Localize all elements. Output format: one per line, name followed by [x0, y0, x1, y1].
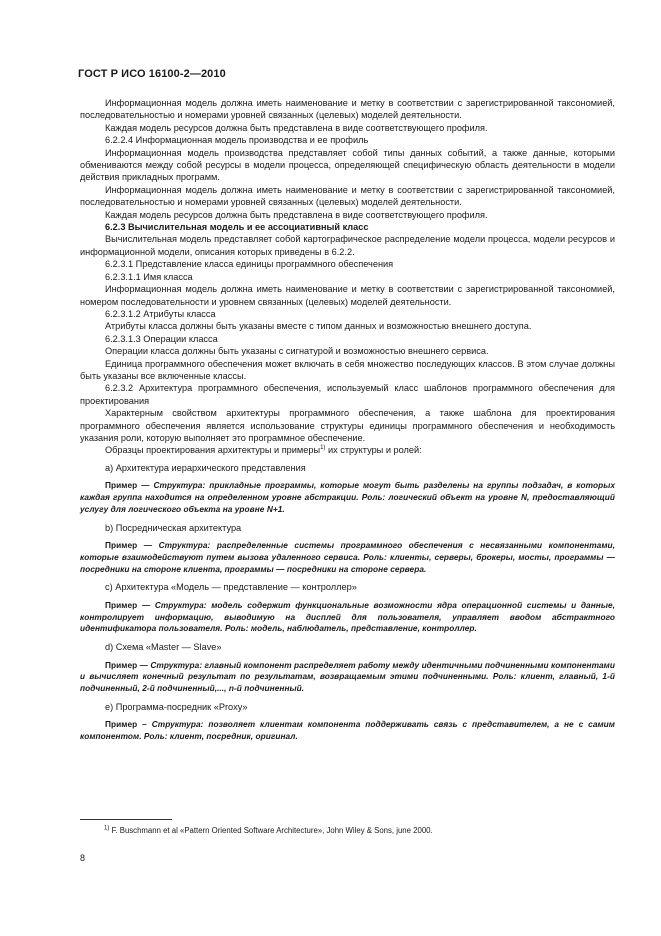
paragraph: Каждая модель ресурсов должна быть представлена в виде соответствующего профиля. — [105, 209, 488, 220]
example-lead: Пример — — [105, 659, 151, 670]
section-heading-bold: 6.2.3 Вычислительная модель и ее ассоциативный класс — [105, 222, 369, 233]
section-heading: 6.2.3.1.1 Имя класса — [105, 271, 193, 282]
paragraph: Информационная модель должна иметь наименование и метку в соответствии с зарегистрированной таксономией, последовательностью и номерами уровней связанных (целевых) моделей деятельности. — [80, 98, 615, 121]
footnote-divider — [80, 819, 172, 820]
list-item: с) Архитектура «Модель — представление — контроллер» — [105, 582, 357, 593]
section-heading: 6.2.3.1.3 Операции класса — [105, 333, 218, 344]
example-lead: Пример — — [105, 539, 159, 550]
example-lead: Пример – — [105, 719, 152, 730]
paragraph: Атрибуты класса должны быть указаны вместе с типом данных и возможностью внешнего доступа. — [105, 321, 532, 332]
example-text: Структура: позволяет клиентам компонента поддерживать связь с представителем, а не с самим компонентом. Роль: клиент, посредник, оригинал. — [80, 719, 615, 742]
example-note — [80, 540, 615, 575]
paragraph-text: Образцы проектирования архитектуры и примеры — [105, 445, 321, 456]
example-note — [80, 480, 615, 515]
footnote-marker[interactable]: 1) — [320, 445, 326, 452]
paragraph: Информационная модель производства представляет собой типы данных событий, а также данные, которыми обмениваются между собой ресурсы в модели процесса, определяющей специфическую область деятельности в модели действия прикладных программ. — [80, 147, 615, 183]
paragraph: Вычислительная модель представляет собой картографическое распределение модели процесса, модели ресурсов и информационной модели, описания которых приведены в 6.2.2. — [80, 234, 615, 257]
example-text: Структура: распределенные системы программного обеспечения с несвязанными компонентами, которые взаимодействуют путем вызова удаленного сервиса. Роль: клиенты, серверы, брокеры, мосты, программы — посредники на стороне клиента, программы — посредники на стороне сервера. — [80, 539, 615, 574]
footnote — [104, 826, 624, 836]
example-lead: Пример — — [105, 480, 154, 491]
example-text: Структура: главный компонент распределяет работу между идентичными подчиненными компонентами и вычисляет конечный результат по результатам, возвращаемым этими подчиненными. Роль: клиент, главный, 1-й подчиненный, 2-й подчиненный,..., n-й подчиненный. — [80, 659, 615, 694]
paragraph: Каждая модель ресурсов должна быть представлена в виде соответствующего профиля. — [105, 122, 488, 133]
footnote-marker: 1) — [104, 825, 110, 832]
document-body — [80, 97, 615, 749]
example-note — [80, 719, 615, 743]
list-item: а) Архитектура иерархического представления — [105, 462, 306, 473]
list-item: d) Схема «Master — Slave» — [105, 642, 222, 653]
list-item: е) Программа-посредник «Proxy» — [105, 701, 248, 712]
paragraph: Характерным свойством архитектуры программного обеспечения, а также шаблона для проектирования программного обеспечения является использование структуры единицы программного обеспечения и необходимость указания роли, которую выполняет это программное обеспечение. — [80, 408, 615, 443]
list-item: b) Посредническая архитектура — [105, 522, 242, 533]
section-heading: 6.2.2.4 Информационная модель производства и ее профиль — [105, 135, 369, 146]
paragraph-text: их структуры и ролей: — [327, 445, 422, 456]
paragraph: Информационная модель должна иметь наименование и метку в соответствии с зарегистрированной таксономией, последовательностью и номерами уровней связанных (целевых) моделей деятельности. — [80, 184, 615, 208]
section-heading: 6.2.3.1 Представление класса единицы программного обеспечения — [105, 259, 394, 270]
page-number: 8 — [80, 853, 86, 863]
document-header: ГОСТ Р ИСО 16100-2—2010 — [78, 68, 226, 80]
paragraph: Информационная модель должна иметь наименование и метку в соответствии с зарегистрированной таксономией, номером последовательности и уровнем связанных (целевых) моделей деятельности. — [80, 284, 615, 307]
example-text: Структура: прикладные программы, которые могут быть разделены на группы подзадач, в которых каждая группа находится на определенном уровне абстракции. Роль: логический объект на уровне N, предоставляющий услугу для логического объекта на уровне N+1. — [80, 480, 616, 514]
example-lead: Пример — — [105, 599, 155, 610]
section-heading: 6.2.3.1.2 Атрибуты класса — [105, 308, 216, 319]
example-note — [80, 600, 615, 635]
paragraph: Операции класса должны быть указаны с сигнатурой и возможностью внешнего сервиса. — [105, 346, 489, 357]
example-note — [80, 660, 615, 695]
footnote-text: F. Buschmann et al «Pattern Oriented Software Architecture», John Wiley & Sons, june 2000. — [111, 826, 433, 835]
example-text: Структура: модель содержит функциональные возможности ядра операционной системы и данные, контролирует информацию, выводимую на дисплей для пользователя, управляет вводом абстрактного идентификатора пользователя. Роль: модель, наблюдатель, представление, контроллер. — [80, 599, 616, 634]
paragraph: Единица программного обеспечения может включать в себя множество последующих классов. В этом случае должны быть указаны все включенные классы. — [80, 358, 615, 381]
paragraph — [80, 444, 615, 456]
section-heading: 6.2.3.2 Архитектура программного обеспечения, используемый класс шаблонов программного обеспечения для проектирования — [80, 383, 615, 406]
